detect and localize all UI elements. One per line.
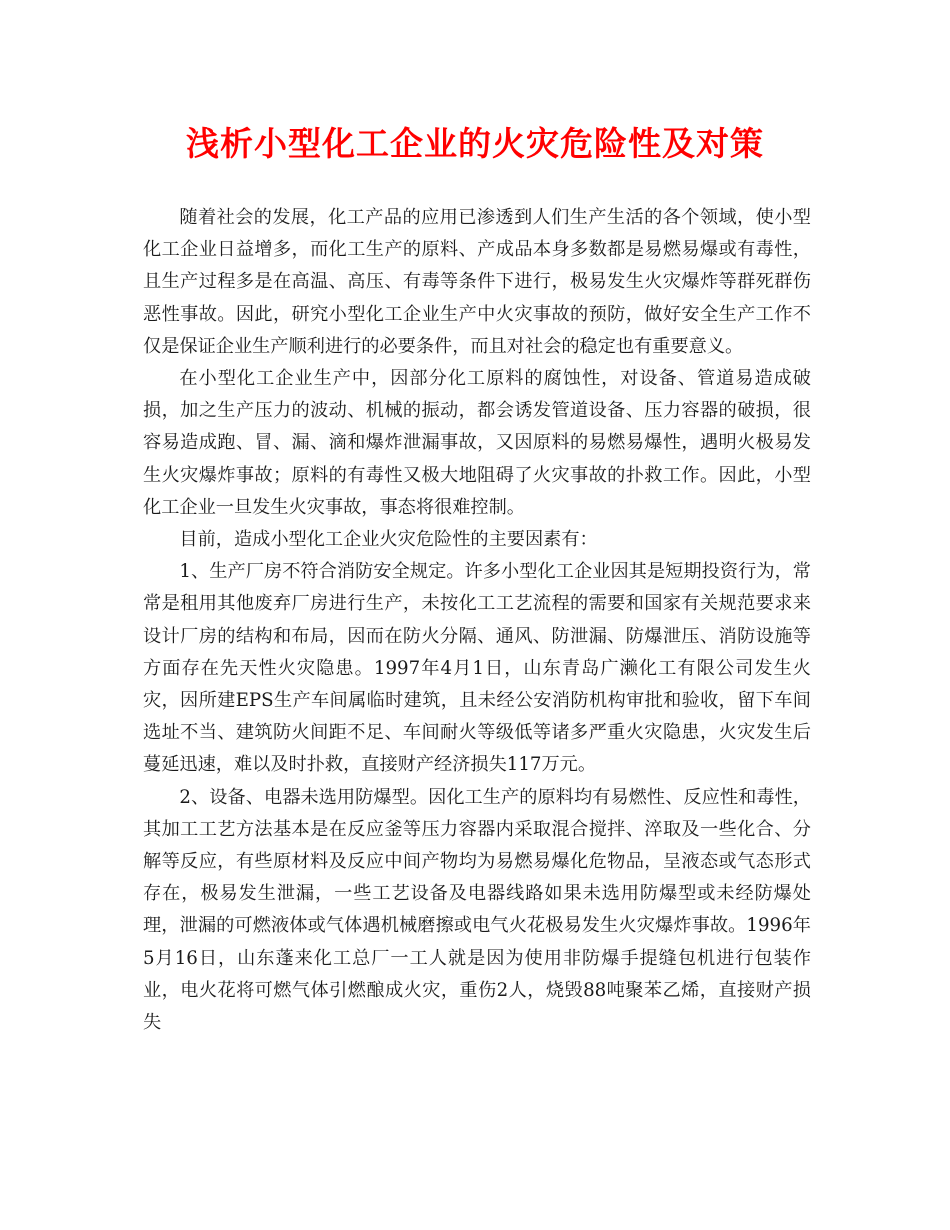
paragraph-risk-overview: 在小型化工企业生产中，因部分化工原料的腐蚀性，对设备、管道易造成破损，加之生产压力的波动、机械的振动，都会诱发管道设备、压力容器的破损，很容易造成跑、冒、漏、滴和爆炸泄漏事故，又因原料的易燃易爆性，遇明火极易发生火灾爆炸事故；原料的有毒性又极大地阻碍了火灾事故的扑救工作。因此，小型化工企业一旦发生火灾事故，事态将很难控制。 bbox=[143, 368, 811, 518]
paragraph-factor-1: 1、生产厂房不符合消防安全规定。许多小型化工企业因其是短期投资行为，常常是租用其他废弃厂房进行生产，未按化工工艺流程的需要和国家有关规范要求来设计厂房的结构和布局，因而在防火分隔、通风、防泄漏、防爆泄压、消防设施等方面存在先天性火灾隐患。1997年4月1日，山东青岛广濑化工有限公司发生火灾，因所建EPS生产车间属临时建筑，且未经公安消防机构审批和验收，留下车间选址不当、建筑防火间距不足、车间耐火等级低等诸多严重火灾隐患，火灾发生后蔓延迅速，难以及时扑救，直接财产经济损失117万元。 bbox=[143, 561, 811, 776]
document-body bbox=[143, 202, 811, 1039]
document-title: 浅析小型化工企业的火灾危险性及对策 bbox=[186, 124, 764, 163]
paragraph-intro: 随着社会的发展，化工产品的应用已渗透到人们生产生活的各个领域，使小型化工企业日益增多，而化工生产的原料、产成品本身多数都是易燃易爆或有毒性，且生产过程多是在高温、高压、有毒等条件下进行，极易发生火灾爆炸等群死群伤恶性事故。因此，研究小型化工企业生产中火灾事故的预防，做好安全生产工作不仅是保证企业生产顺利进行的必要条件，而且对社会的稳定也有重要意义。 bbox=[143, 207, 811, 357]
paragraph-factor-2: 2、设备、电器未选用防爆型。因化工生产的原料均有易燃性、反应性和毒性，其加工工艺方法基本是在反应釜等压力容器内采取混合搅拌、淬取及一些化合、分解等反应，有些原材料及反应中间产物均为易燃易爆化危物品，呈液态或气态形式存在，极易发生泄漏，一些工艺设备及电器线路如果未选用防爆型或未经防爆处理，泄漏的可燃液体或气体遇机械磨擦或电气火花极易发生火灾爆炸事故。1996年5月16日，山东蓬来化工总厂一工人就是因为使用非防爆手提缝包机进行包装作业，电火花将可燃气体引燃酿成火灾，重伤2人，烧毁88吨聚苯乙烯，直接财产损失 bbox=[143, 786, 811, 1034]
paragraph-factors-lead: 目前，造成小型化工企业火灾危险性的主要因素有： bbox=[179, 529, 598, 551]
